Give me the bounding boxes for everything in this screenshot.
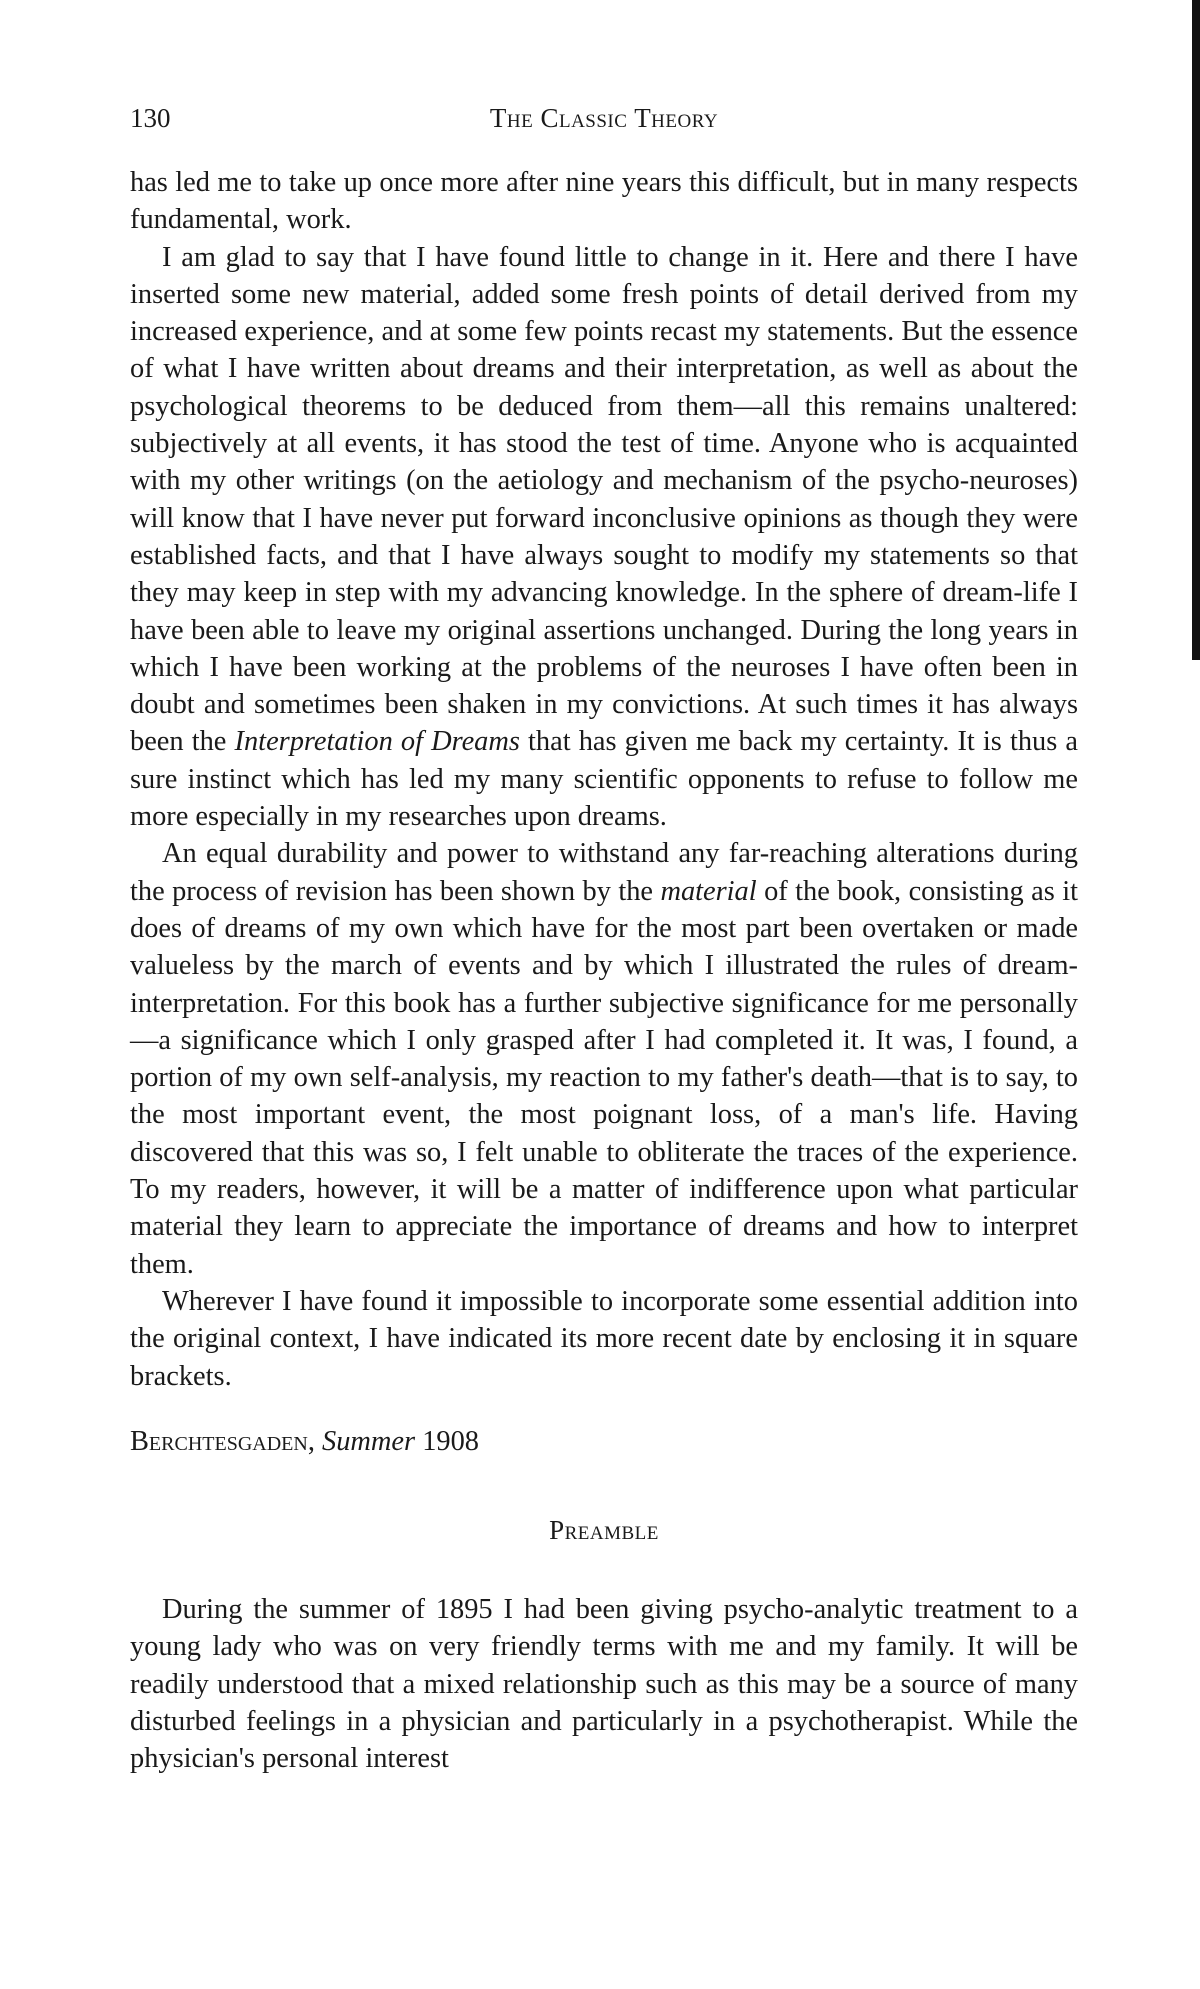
signoff (130, 1423, 1078, 1460)
paragraph-durability (130, 835, 1078, 1283)
body-text (130, 164, 1078, 1395)
signoff-place: Berchtesgaden, (130, 1425, 315, 1457)
paragraph-continuation: has led me to take up once more after nine years this difficult, but in many respects fundamental, work. (130, 167, 1078, 236)
material-italic: material (660, 875, 757, 907)
paragraph-text-end: that has given me back my certainty. It is thus a sure instinct which has led my many scientific opponents to refuse to follow me more especially in my researches upon dreams. (130, 726, 1078, 833)
paragraph-text: I am glad to say that I have found little to change in it. Here and there I have inserted some new material, added some fresh points of detail derived from my increased experience, and at some few points recast my statements. But the essence of what I have written about dreams and their interpretation, as well as about the psychological theorems to be deduced from them—all this remains unaltered: subjectively at all events, it has stood the test of time. Anyone who is acquainted with my other writings (on the aetiology and mechanism of the psycho-neuroses) will know that I have never put forward inconclusive opinions as though they were established facts, and that I have always sought to modify my statements so that they may keep in step with my advancing knowledge. In the sphere of dream-life I have been able to leave my original assertions unchanged. During the long years in which I have been working at the problems of the neuroses I have often been in doubt and sometimes been shaken in my convictions. At such times it has always been the (130, 241, 1078, 758)
running-head-title: The Classic Theory (489, 103, 719, 133)
running-head (130, 100, 1078, 136)
paragraph-text-end: of the book, consisting as it does of dreams of my own which have for the most part been overtaken or made valueless by the march of events and by which I illustrated the rules of dream-interpretation. For this book has a further subjective significance for me personally—a significance which I only grasped after I had completed it. It was, I found, a portion of my own self-analysis, my reaction to my father's death—that is to say, to the most important event, the most poignant loss, of a man's life. Having discovered that this was so, I felt unable to obliterate the traces of the experience. To my readers, however, it will be a matter of indifference upon what particular material they learn to appreciate the importance of dreams and how to interpret them. (130, 875, 1078, 1280)
preamble-paragraph: During the summer of 1895 I had been giving psycho-analytic treatment to a young lady who was on very friendly terms with me and my family. It will be readily understood that a mixed relationship such as this may be a source of many disturbed feelings in a physician and particularly in a psychotherapist. While the physician's personal interest (130, 1594, 1078, 1775)
paragraph-square-brackets: Wherever I have found it impossible to incorporate some essential addition into the original context, I have indicated its more recent date by enclosing it in square brackets. (130, 1285, 1078, 1392)
book-title-italic: Interpretation of Dreams (234, 726, 520, 758)
scan-edge-shadow (1192, 0, 1200, 660)
paragraph-little-to-change (130, 239, 1078, 836)
paragraph-text: An equal durability and power to withstand any far-reaching alterations during the process of revision has been shown by the (130, 838, 1078, 907)
book-page (130, 100, 1078, 1778)
signoff-season: Summer (322, 1425, 416, 1457)
signoff-year: 1908 (422, 1425, 479, 1457)
page-number: 130 (130, 103, 171, 133)
section-heading-preamble: Preamble (549, 1515, 659, 1546)
preamble-body (130, 1591, 1078, 1777)
